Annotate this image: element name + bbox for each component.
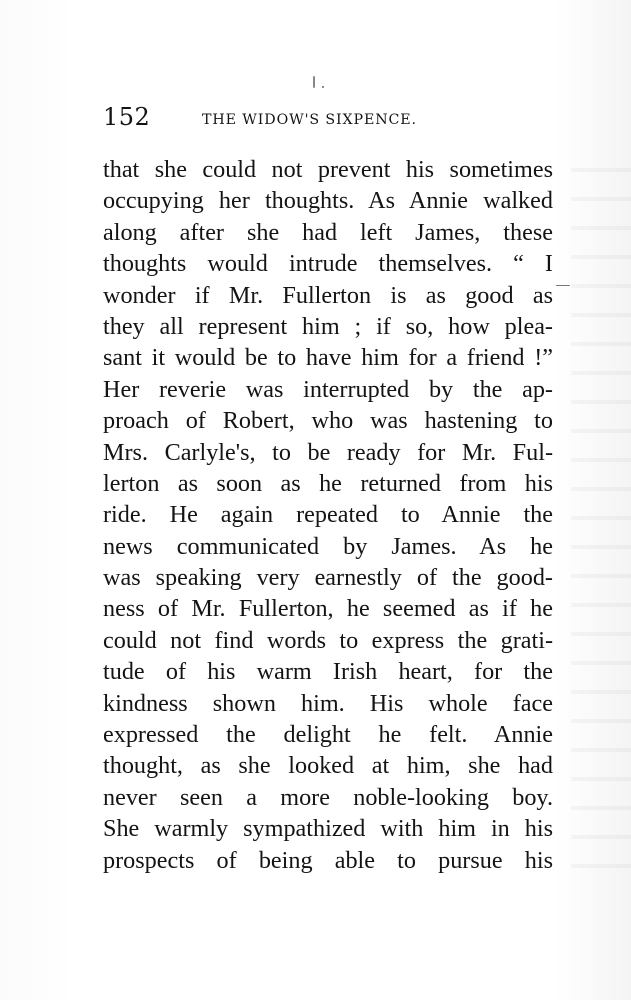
running-title: THE WIDOW'S SIXPENCE. — [202, 112, 417, 128]
text-line: along after she had left James, these — [103, 218, 553, 246]
text-line: She warmly sympathized with him in his — [103, 815, 553, 843]
text-line: was speaking very earnestly of the good- — [103, 564, 553, 592]
text-line: sant it would be to have him for a friend !” — [103, 344, 553, 372]
text-line: ride. He again repeated to Annie the — [103, 501, 553, 529]
text-line: thought, as she looked at him, she had — [103, 752, 553, 780]
text-line: prospects of being able to pursue his — [103, 846, 553, 874]
paper-speck — [556, 285, 570, 286]
text-line: that she could not prevent his sometimes — [103, 156, 553, 183]
text-line: Her reverie was interrupted by the ap- — [103, 375, 553, 403]
text-line: wonder if Mr. Fullerton is as good as — [103, 281, 553, 309]
text-line: news communicated by James. As he — [103, 532, 553, 560]
text-line: kindness shown him. His whole face — [103, 689, 553, 717]
text-line: never seen a more noble-looking boy. — [103, 783, 553, 811]
text-line: Mrs. Carlyle's, to be ready for Mr. Ful- — [103, 438, 553, 466]
paper-speck — [313, 76, 315, 88]
text-line: thoughts would intrude themselves. “ I — [103, 250, 553, 278]
body-paragraph — [103, 154, 553, 876]
text-line: expressed the delight he felt. Annie — [103, 721, 553, 749]
text-line: ness of Mr. Fullerton, he seemed as if he — [103, 595, 553, 623]
paper-speck — [322, 86, 324, 88]
text-line: occupying her thoughts. As Annie walked — [103, 187, 553, 215]
page-number: 152 — [103, 103, 151, 131]
text-line: could not find words to express the grati- — [103, 626, 553, 654]
bleed-through-shadow — [571, 150, 631, 870]
text-line: tude of his warm Irish heart, for the — [103, 658, 553, 686]
text-line: lerton as soon as he returned from his — [103, 469, 553, 497]
text-line: they all represent him ; if so, how plea- — [103, 312, 553, 340]
text-line: proach of Robert, who was hastening to — [103, 407, 553, 435]
